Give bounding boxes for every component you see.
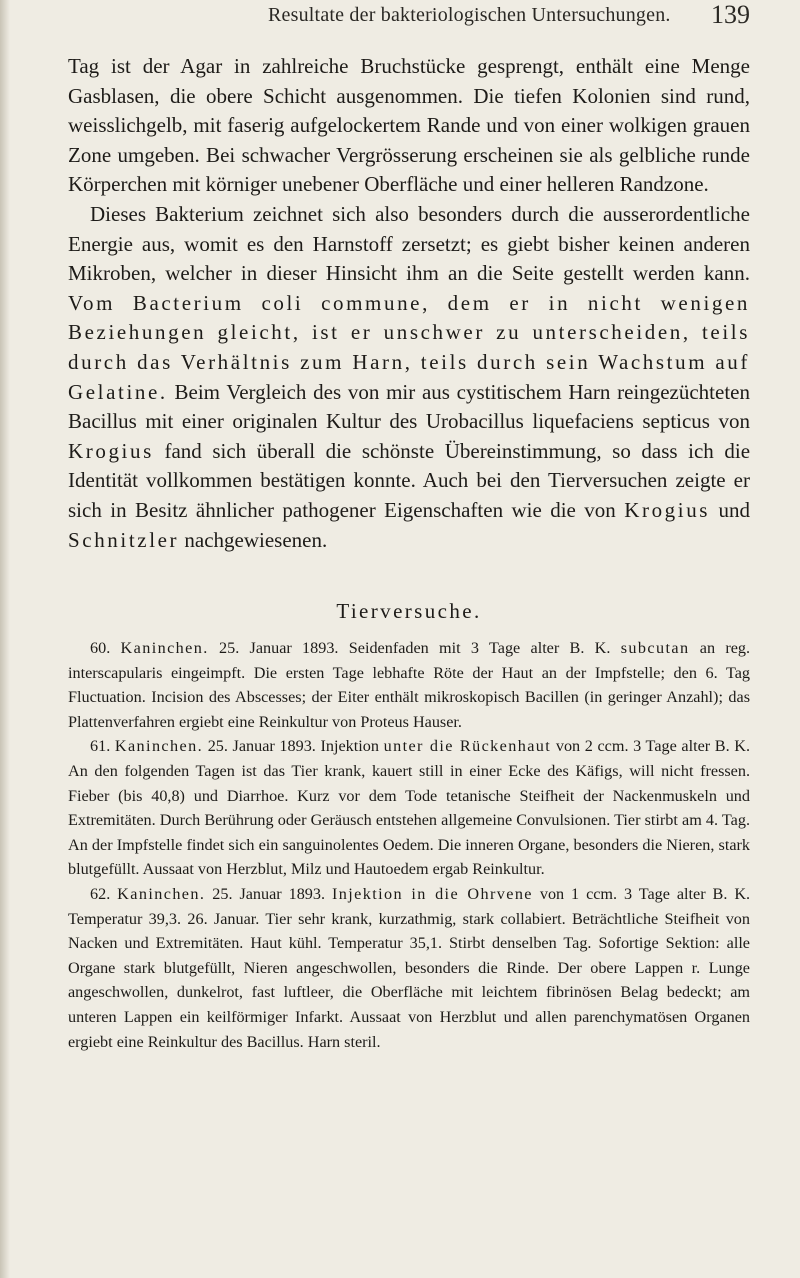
author-name: Schnitzler <box>68 527 180 552</box>
entry-62: 62. Kaninchen. 25. Januar 1893. Injektion in die Ohrvene von 1 ccm. 3 Tage alter B. K. Temperatur 39,3. 26. Januar. Tier sehr krank, kurzathmig, stark collabiert. Beträchtliche Steifheit von Nacken und Extremitäten. Haut kühl. Temperatur 35,1. Stirbt denselben Tag. Sofortige Sektion: alle Organe stark blutgefüllt, Nieren angeschwollen, besonders die Rinde. Der obere Lappen r. Lunge angeschwollen, dunkelrot, fast luftleer, die Oberfläche mit leichtem fibrinösen Belag bedeckt; am unteren Lappen ein keilförmiger Infarkt. Aussaat von Herzblut und allen parenchymatösen Organen ergiebt eine Reinkultur des Bacillus. Harn steril. <box>68 885 751 1051</box>
paragraph-1: Tag ist der Agar in zahlreiche Bruchstücke gesprengt, enthält eine Menge Gasblasen, die obere Schicht ausgenommen. Die tiefen Kolonien sind rund, weisslichgelb, mit faserig aufgelockertem Rande und von einer wolkigen grauen Zone umgeben. Bei schwacher Vergrösserung erscheinen sie als gelbliche runde Körperchen mit körniger unebener Oberfläche und einer helleren Randzone. <box>68 54 750 197</box>
running-title: Resultate der bakteriologischen Untersuchungen. <box>268 4 671 26</box>
entry-60: 60. Kaninchen. 25. Januar 1893. Seidenfaden mit 3 Tage alter B. K. subcutan an reg. interscapularis eingeimpft. Die ersten Tage lebhafte Röte der Haut an der Impfstelle; den 6. Tag Fluctuation. Incision des Abscesses; der Eiter enthält mikroskopisch Bacillen (in geringer Anzahl); das Plattenverfahren ergiebt eine Reinkultur von Proteus Hauser. <box>68 639 751 731</box>
author-name: Krogius <box>624 497 711 522</box>
author-name: Krogius <box>68 438 154 463</box>
page-number: 139 <box>711 0 750 29</box>
body-text <box>68 52 750 555</box>
entry-61: 61. Kaninchen. 25. Januar 1893. Injektion unter die Rückenhaut von 2 ccm. 3 Tage alter B. K. An den folgenden Tagen ist das Tier krank, kauert still in einer Ecke des Käfigs, will nicht fressen. Fieber (bis 40,8) und Diarrhoe. Kurz vor dem Tode tetanische Steifheit der Nackenmuskeln und Extremitäten. Durch Berührung oder Geräusch entstehen allgemeine Convulsionen. Tier stirbt am 4. Tag. An der Impfstelle findet sich ein sanguinolentes Oedem. Die inneren Organe, besonders die Nieren, stark blutgefüllt. Aussaat von Herzblut, Milz und Hautoedem ergab Reinkultur. <box>68 737 751 879</box>
experiment-entries <box>68 636 750 1054</box>
spaced-emphasis: Vom Bacterium coli commune, dem er in nicht wenigen Beziehungen gleicht, ist er unschwer zu unterscheiden, teils durch das Verhältnis zum Harn, teils durch sein Wachstum auf Gelatine. <box>68 290 750 404</box>
paragraph-2: Dieses Bakterium zeichnet sich also besonders durch die ausserordentliche Energie aus, womit es den Harnstoff zersetzt; es giebt bisher keinen anderen Mikroben, welcher in dieser Hinsicht ihm an die Seite gestellt werden kann. Vom Bacterium coli commune, dem er in nicht wenigen Beziehungen gleicht, ist er unschwer zu unterscheiden, teils durch das Verhältnis zum Harn, teils durch sein Wachstum auf Gelatine. Beim Vergleich des von mir aus cystitischem Harn reingezüchteten Bacillus mit einer originalen Kultur des Urobacillus liquefaciens septicus von Krogius fand sich überall die schönste Übereinstimmung, so dass ich die Identität vollkommen bestätigen konnte. Auch bei den Tierversuchen zeigte er sich in Besitz ähnlicher pathogener Eigenschaften wie die von Krogius und Schnitzler nachgewiesenen. <box>68 201 751 552</box>
running-header <box>68 0 750 46</box>
section-heading: Tierversuche. <box>336 599 482 624</box>
